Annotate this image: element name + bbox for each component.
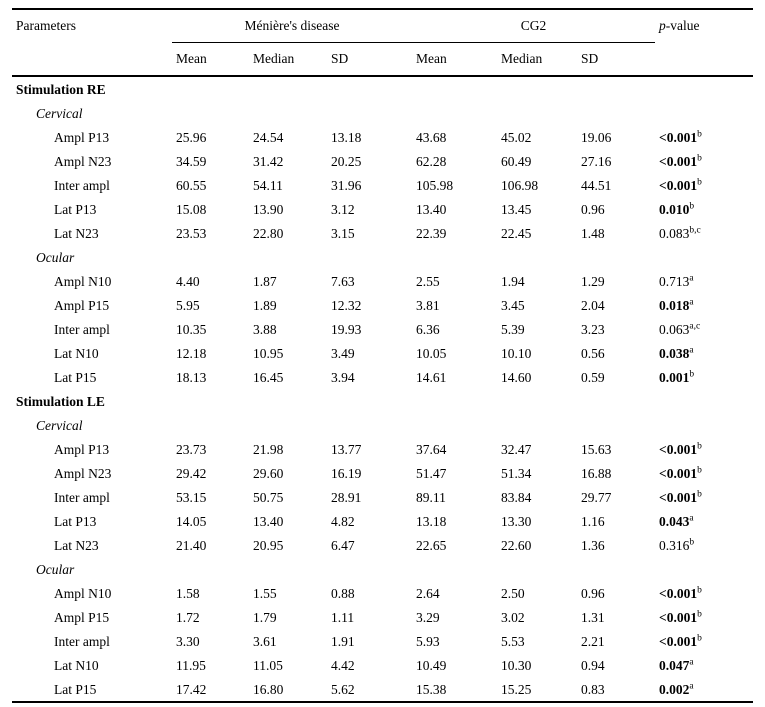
table-row xyxy=(12,197,753,221)
table-row xyxy=(12,653,753,677)
group1-value-cell: 1.72 xyxy=(176,609,200,625)
group2-value-cell: 5.39 xyxy=(501,321,525,337)
group2-value-cell: 15.38 xyxy=(416,681,447,697)
p-value-cell xyxy=(655,317,753,341)
group1-value-cell: 14.05 xyxy=(176,513,207,529)
row-label: Inter ampl xyxy=(54,321,110,337)
p-value-superscript: b xyxy=(697,465,702,475)
subsection-row xyxy=(12,245,753,269)
group2-value-cell: 60.49 xyxy=(501,153,532,169)
group2-value-cell: 3.29 xyxy=(416,609,440,625)
p-value: <0.001 xyxy=(659,465,698,481)
group2-value-cell: 15.63 xyxy=(581,441,612,457)
p-value-cell xyxy=(655,437,753,461)
group1-value-cell: 11.95 xyxy=(176,657,206,673)
group2-value-cell: 13.40 xyxy=(416,201,447,217)
p-value-cell xyxy=(655,269,753,293)
column-header-sd-group1: SD xyxy=(327,43,412,77)
table-row xyxy=(12,293,753,317)
group2-value-cell: 22.39 xyxy=(416,225,447,241)
subsection-row xyxy=(12,101,753,125)
group2-value-cell: 0.56 xyxy=(581,345,605,361)
row-label: Ampl N23 xyxy=(54,153,112,169)
section-row xyxy=(12,76,753,101)
group2-value-cell: 2.21 xyxy=(581,633,605,649)
group2-value-cell: 14.61 xyxy=(416,369,447,385)
group2-value-cell: 1.48 xyxy=(581,225,605,241)
row-label: Lat P15 xyxy=(54,681,97,697)
table-row xyxy=(12,485,753,509)
column-header-parameters: Parameters xyxy=(12,9,172,76)
table-row xyxy=(12,341,753,365)
group1-value-cell: 34.59 xyxy=(176,153,207,169)
p-value: 0.018 xyxy=(659,297,690,313)
table-row xyxy=(12,605,753,629)
column-header-pvalue xyxy=(655,9,753,76)
p-value-superscript: b xyxy=(697,585,702,595)
group1-value-cell: 1.58 xyxy=(176,585,200,601)
table-row xyxy=(12,221,753,245)
p-value: <0.001 xyxy=(659,489,698,505)
p-value-cell xyxy=(655,605,753,629)
group1-value-cell: 10.35 xyxy=(176,321,207,337)
group1-value-cell: 31.42 xyxy=(253,153,284,169)
group1-value-cell: 1.79 xyxy=(253,609,277,625)
p-value: 0.083 xyxy=(659,225,690,241)
row-label: Inter ampl xyxy=(54,633,110,649)
table-row xyxy=(12,461,753,485)
subsection-label: Cervical xyxy=(36,105,83,121)
group1-value-cell: 54.11 xyxy=(253,177,283,193)
p-value: 0.713 xyxy=(659,273,690,289)
p-value: 0.038 xyxy=(659,345,690,361)
group1-value-cell: 7.63 xyxy=(331,273,355,289)
p-value: <0.001 xyxy=(659,177,698,193)
p-value-cell xyxy=(655,461,753,485)
table-row xyxy=(12,125,753,149)
group2-value-cell: 0.94 xyxy=(581,657,605,673)
p-value-superscript: b xyxy=(689,201,695,211)
group1-value-cell: 4.42 xyxy=(331,657,355,673)
section-label: Stimulation LE xyxy=(16,393,105,409)
p-value-superscript: b xyxy=(697,489,702,499)
group2-value-cell: 16.88 xyxy=(581,465,612,481)
p-value-cell xyxy=(655,629,753,653)
column-header-group2: CG2 xyxy=(412,9,655,43)
p-value-cell xyxy=(655,509,753,533)
group1-value-cell: 21.40 xyxy=(176,537,207,553)
table-body xyxy=(12,76,753,702)
group2-value-cell: 5.93 xyxy=(416,633,440,649)
group1-value-cell: 6.47 xyxy=(331,537,355,553)
group2-value-cell: 22.45 xyxy=(501,225,532,241)
p-value-superscript: a xyxy=(689,657,694,667)
p-value-rest-part: -value xyxy=(665,18,700,33)
group1-value-cell: 3.61 xyxy=(253,633,277,649)
group1-value-cell: 3.12 xyxy=(331,201,355,217)
group1-value-cell: 24.54 xyxy=(253,129,284,145)
column-header-median-group1: Median xyxy=(249,43,327,77)
group1-value-cell: 3.30 xyxy=(176,633,200,649)
p-value: 0.063 xyxy=(659,321,690,337)
group2-value-cell: 45.02 xyxy=(501,129,532,145)
group1-value-cell: 29.60 xyxy=(253,465,284,481)
column-header-mean-group1: Mean xyxy=(172,43,249,77)
group1-value-cell: 31.96 xyxy=(331,177,362,193)
p-value-italic-part: p xyxy=(659,18,666,33)
column-header-mean-group2: Mean xyxy=(412,43,497,77)
table-row xyxy=(12,173,753,197)
row-label: Ampl N23 xyxy=(54,465,112,481)
p-value-cell xyxy=(655,677,753,702)
group2-value-cell: 13.30 xyxy=(501,513,532,529)
group1-value-cell: 3.94 xyxy=(331,369,355,385)
row-label: Ampl P13 xyxy=(54,441,110,457)
table-row xyxy=(12,437,753,461)
p-value-superscript: a xyxy=(689,345,694,355)
p-value-superscript: a xyxy=(689,513,694,523)
p-value: 0.010 xyxy=(659,201,690,217)
table-row xyxy=(12,581,753,605)
group2-value-cell: 15.25 xyxy=(501,681,532,697)
table-row xyxy=(12,629,753,653)
group1-value-cell: 5.62 xyxy=(331,681,355,697)
group1-value-cell: 21.98 xyxy=(253,441,284,457)
p-value: 0.001 xyxy=(659,369,690,385)
subsection-row xyxy=(12,413,753,437)
group1-value-cell: 15.08 xyxy=(176,201,207,217)
group1-value-cell: 19.93 xyxy=(331,321,362,337)
group1-value-cell: 16.19 xyxy=(331,465,362,481)
row-label: Ampl N10 xyxy=(54,585,112,601)
subsection-label: Ocular xyxy=(36,561,75,577)
row-label: Inter ampl xyxy=(54,177,110,193)
group1-value-cell: 53.15 xyxy=(176,489,207,505)
group2-value-cell: 3.45 xyxy=(501,297,525,313)
p-value: <0.001 xyxy=(659,609,698,625)
column-header-group1: Ménière's disease xyxy=(172,9,412,43)
p-value-superscript: a xyxy=(689,681,694,691)
row-label: Lat P15 xyxy=(54,369,97,385)
group1-value-cell: 13.77 xyxy=(331,441,362,457)
p-value-superscript: b xyxy=(697,609,702,619)
group1-value-cell: 20.95 xyxy=(253,537,284,553)
group1-value-cell: 1.55 xyxy=(253,585,277,601)
group2-value-cell: 83.84 xyxy=(501,489,532,505)
group2-value-cell: 62.28 xyxy=(416,153,447,169)
group2-value-cell: 89.11 xyxy=(416,489,446,505)
group2-value-cell: 3.02 xyxy=(501,609,525,625)
p-value-cell xyxy=(655,533,753,557)
subsection-label: Ocular xyxy=(36,249,75,265)
p-value: 0.316 xyxy=(659,537,690,553)
table-row xyxy=(12,533,753,557)
row-label: Lat N10 xyxy=(54,345,99,361)
p-value: 0.002 xyxy=(659,681,690,697)
group2-value-cell: 10.05 xyxy=(416,345,447,361)
group2-value-cell: 0.96 xyxy=(581,201,605,217)
results-table xyxy=(12,8,753,703)
row-label: Lat P13 xyxy=(54,201,97,217)
group1-value-cell: 12.18 xyxy=(176,345,207,361)
p-value-superscript: a xyxy=(689,297,694,307)
p-value-superscript: b xyxy=(697,129,702,139)
table-row xyxy=(12,509,753,533)
section-label: Stimulation RE xyxy=(16,81,106,97)
p-value: <0.001 xyxy=(659,585,698,601)
group2-value-cell: 14.60 xyxy=(501,369,532,385)
group1-value-cell: 16.80 xyxy=(253,681,284,697)
group1-value-cell: 29.42 xyxy=(176,465,207,481)
p-value: 0.047 xyxy=(659,657,690,673)
group2-value-cell: 51.47 xyxy=(416,465,447,481)
group1-value-cell: 20.25 xyxy=(331,153,362,169)
group1-value-cell: 10.95 xyxy=(253,345,284,361)
row-label: Lat N23 xyxy=(54,537,99,553)
group1-value-cell: 3.88 xyxy=(253,321,277,337)
group2-value-cell: 3.81 xyxy=(416,297,440,313)
group2-value-cell: 43.68 xyxy=(416,129,447,145)
group1-value-cell: 1.87 xyxy=(253,273,277,289)
p-value: <0.001 xyxy=(659,441,698,457)
p-value-superscript: b xyxy=(697,633,702,643)
p-value-cell xyxy=(655,653,753,677)
group2-value-cell: 106.98 xyxy=(501,177,539,193)
group2-value-cell: 1.16 xyxy=(581,513,605,529)
row-label: Lat P13 xyxy=(54,513,97,529)
p-value-superscript: b xyxy=(697,441,702,451)
p-value-cell xyxy=(655,173,753,197)
table-row xyxy=(12,317,753,341)
p-value-cell xyxy=(655,125,753,149)
group2-value-cell: 2.55 xyxy=(416,273,440,289)
group1-value-cell: 13.18 xyxy=(331,129,362,145)
group2-value-cell: 2.50 xyxy=(501,585,525,601)
p-value-superscript: b,c xyxy=(689,225,701,235)
group1-value-cell: 16.45 xyxy=(253,369,284,385)
group1-value-cell: 13.90 xyxy=(253,201,284,217)
p-value: 0.043 xyxy=(659,513,690,529)
group2-value-cell: 5.53 xyxy=(501,633,525,649)
column-header-median-group2: Median xyxy=(497,43,577,77)
group2-value-cell: 27.16 xyxy=(581,153,612,169)
row-label: Ampl P15 xyxy=(54,609,110,625)
group1-value-cell: 12.32 xyxy=(331,297,362,313)
group2-value-cell: 105.98 xyxy=(416,177,454,193)
table-row xyxy=(12,149,753,173)
group2-value-cell: 22.65 xyxy=(416,537,447,553)
p-value-superscript: b xyxy=(689,369,695,379)
p-value-superscript: b xyxy=(689,537,695,547)
group2-value-cell: 0.83 xyxy=(581,681,605,697)
row-label: Lat N23 xyxy=(54,225,99,241)
p-value-cell xyxy=(655,341,753,365)
group2-value-cell: 29.77 xyxy=(581,489,612,505)
group1-value-cell: 25.96 xyxy=(176,129,207,145)
group2-value-cell: 1.31 xyxy=(581,609,605,625)
group1-value-cell: 22.80 xyxy=(253,225,284,241)
p-value: <0.001 xyxy=(659,129,698,145)
group2-value-cell: 1.29 xyxy=(581,273,605,289)
group1-value-cell: 3.15 xyxy=(331,225,355,241)
group1-value-cell: 1.91 xyxy=(331,633,355,649)
group2-value-cell: 0.96 xyxy=(581,585,605,601)
p-value-cell xyxy=(655,197,753,221)
group1-value-cell: 3.49 xyxy=(331,345,355,361)
group1-value-cell: 11.05 xyxy=(253,657,283,673)
p-value-superscript: b xyxy=(697,153,702,163)
group2-value-cell: 44.51 xyxy=(581,177,612,193)
p-value-cell xyxy=(655,149,753,173)
group1-value-cell: 28.91 xyxy=(331,489,362,505)
row-label: Lat N10 xyxy=(54,657,99,673)
group2-value-cell: 1.36 xyxy=(581,537,605,553)
group1-value-cell: 1.89 xyxy=(253,297,277,313)
group1-value-cell: 50.75 xyxy=(253,489,284,505)
group1-value-cell: 4.40 xyxy=(176,273,200,289)
group1-value-cell: 5.95 xyxy=(176,297,200,313)
row-label: Inter ampl xyxy=(54,489,110,505)
p-value-cell xyxy=(655,221,753,245)
group2-value-cell: 22.60 xyxy=(501,537,532,553)
p-value-cell xyxy=(655,293,753,317)
p-value-cell xyxy=(655,365,753,389)
p-value-superscript: b xyxy=(697,177,702,187)
column-header-sd-group2: SD xyxy=(577,43,655,77)
p-value: <0.001 xyxy=(659,153,698,169)
group2-value-cell: 3.23 xyxy=(581,321,605,337)
group1-value-cell: 17.42 xyxy=(176,681,207,697)
p-value-cell xyxy=(655,581,753,605)
group1-value-cell: 4.82 xyxy=(331,513,355,529)
group1-value-cell: 60.55 xyxy=(176,177,207,193)
p-value: <0.001 xyxy=(659,633,698,649)
group2-value-cell: 32.47 xyxy=(501,441,532,457)
group2-value-cell: 0.59 xyxy=(581,369,605,385)
group2-value-cell: 13.18 xyxy=(416,513,447,529)
group2-value-cell: 2.64 xyxy=(416,585,440,601)
header-group-row xyxy=(12,9,753,43)
group2-value-cell: 6.36 xyxy=(416,321,440,337)
group1-value-cell: 1.11 xyxy=(331,609,355,625)
group2-value-cell: 10.10 xyxy=(501,345,532,361)
group2-value-cell: 10.30 xyxy=(501,657,532,673)
group1-value-cell: 18.13 xyxy=(176,369,207,385)
row-label: Ampl N10 xyxy=(54,273,112,289)
table-row xyxy=(12,365,753,389)
table-header xyxy=(12,9,753,76)
group2-value-cell: 19.06 xyxy=(581,129,612,145)
group1-value-cell: 0.88 xyxy=(331,585,355,601)
p-value-superscript: a xyxy=(689,273,694,283)
group1-value-cell: 23.53 xyxy=(176,225,207,241)
group2-value-cell: 10.49 xyxy=(416,657,447,673)
table-row xyxy=(12,269,753,293)
p-value-superscript: a,c xyxy=(689,321,701,331)
group1-value-cell: 13.40 xyxy=(253,513,284,529)
subsection-label: Cervical xyxy=(36,417,83,433)
group2-value-cell: 37.64 xyxy=(416,441,447,457)
subsection-row xyxy=(12,557,753,581)
row-label: Ampl P13 xyxy=(54,129,110,145)
group2-value-cell: 51.34 xyxy=(501,465,532,481)
group1-value-cell: 23.73 xyxy=(176,441,207,457)
p-value-cell xyxy=(655,485,753,509)
row-label: Ampl P15 xyxy=(54,297,110,313)
group2-value-cell: 13.45 xyxy=(501,201,532,217)
table-row xyxy=(12,677,753,702)
group2-value-cell: 2.04 xyxy=(581,297,605,313)
section-row xyxy=(12,389,753,413)
group2-value-cell: 1.94 xyxy=(501,273,525,289)
